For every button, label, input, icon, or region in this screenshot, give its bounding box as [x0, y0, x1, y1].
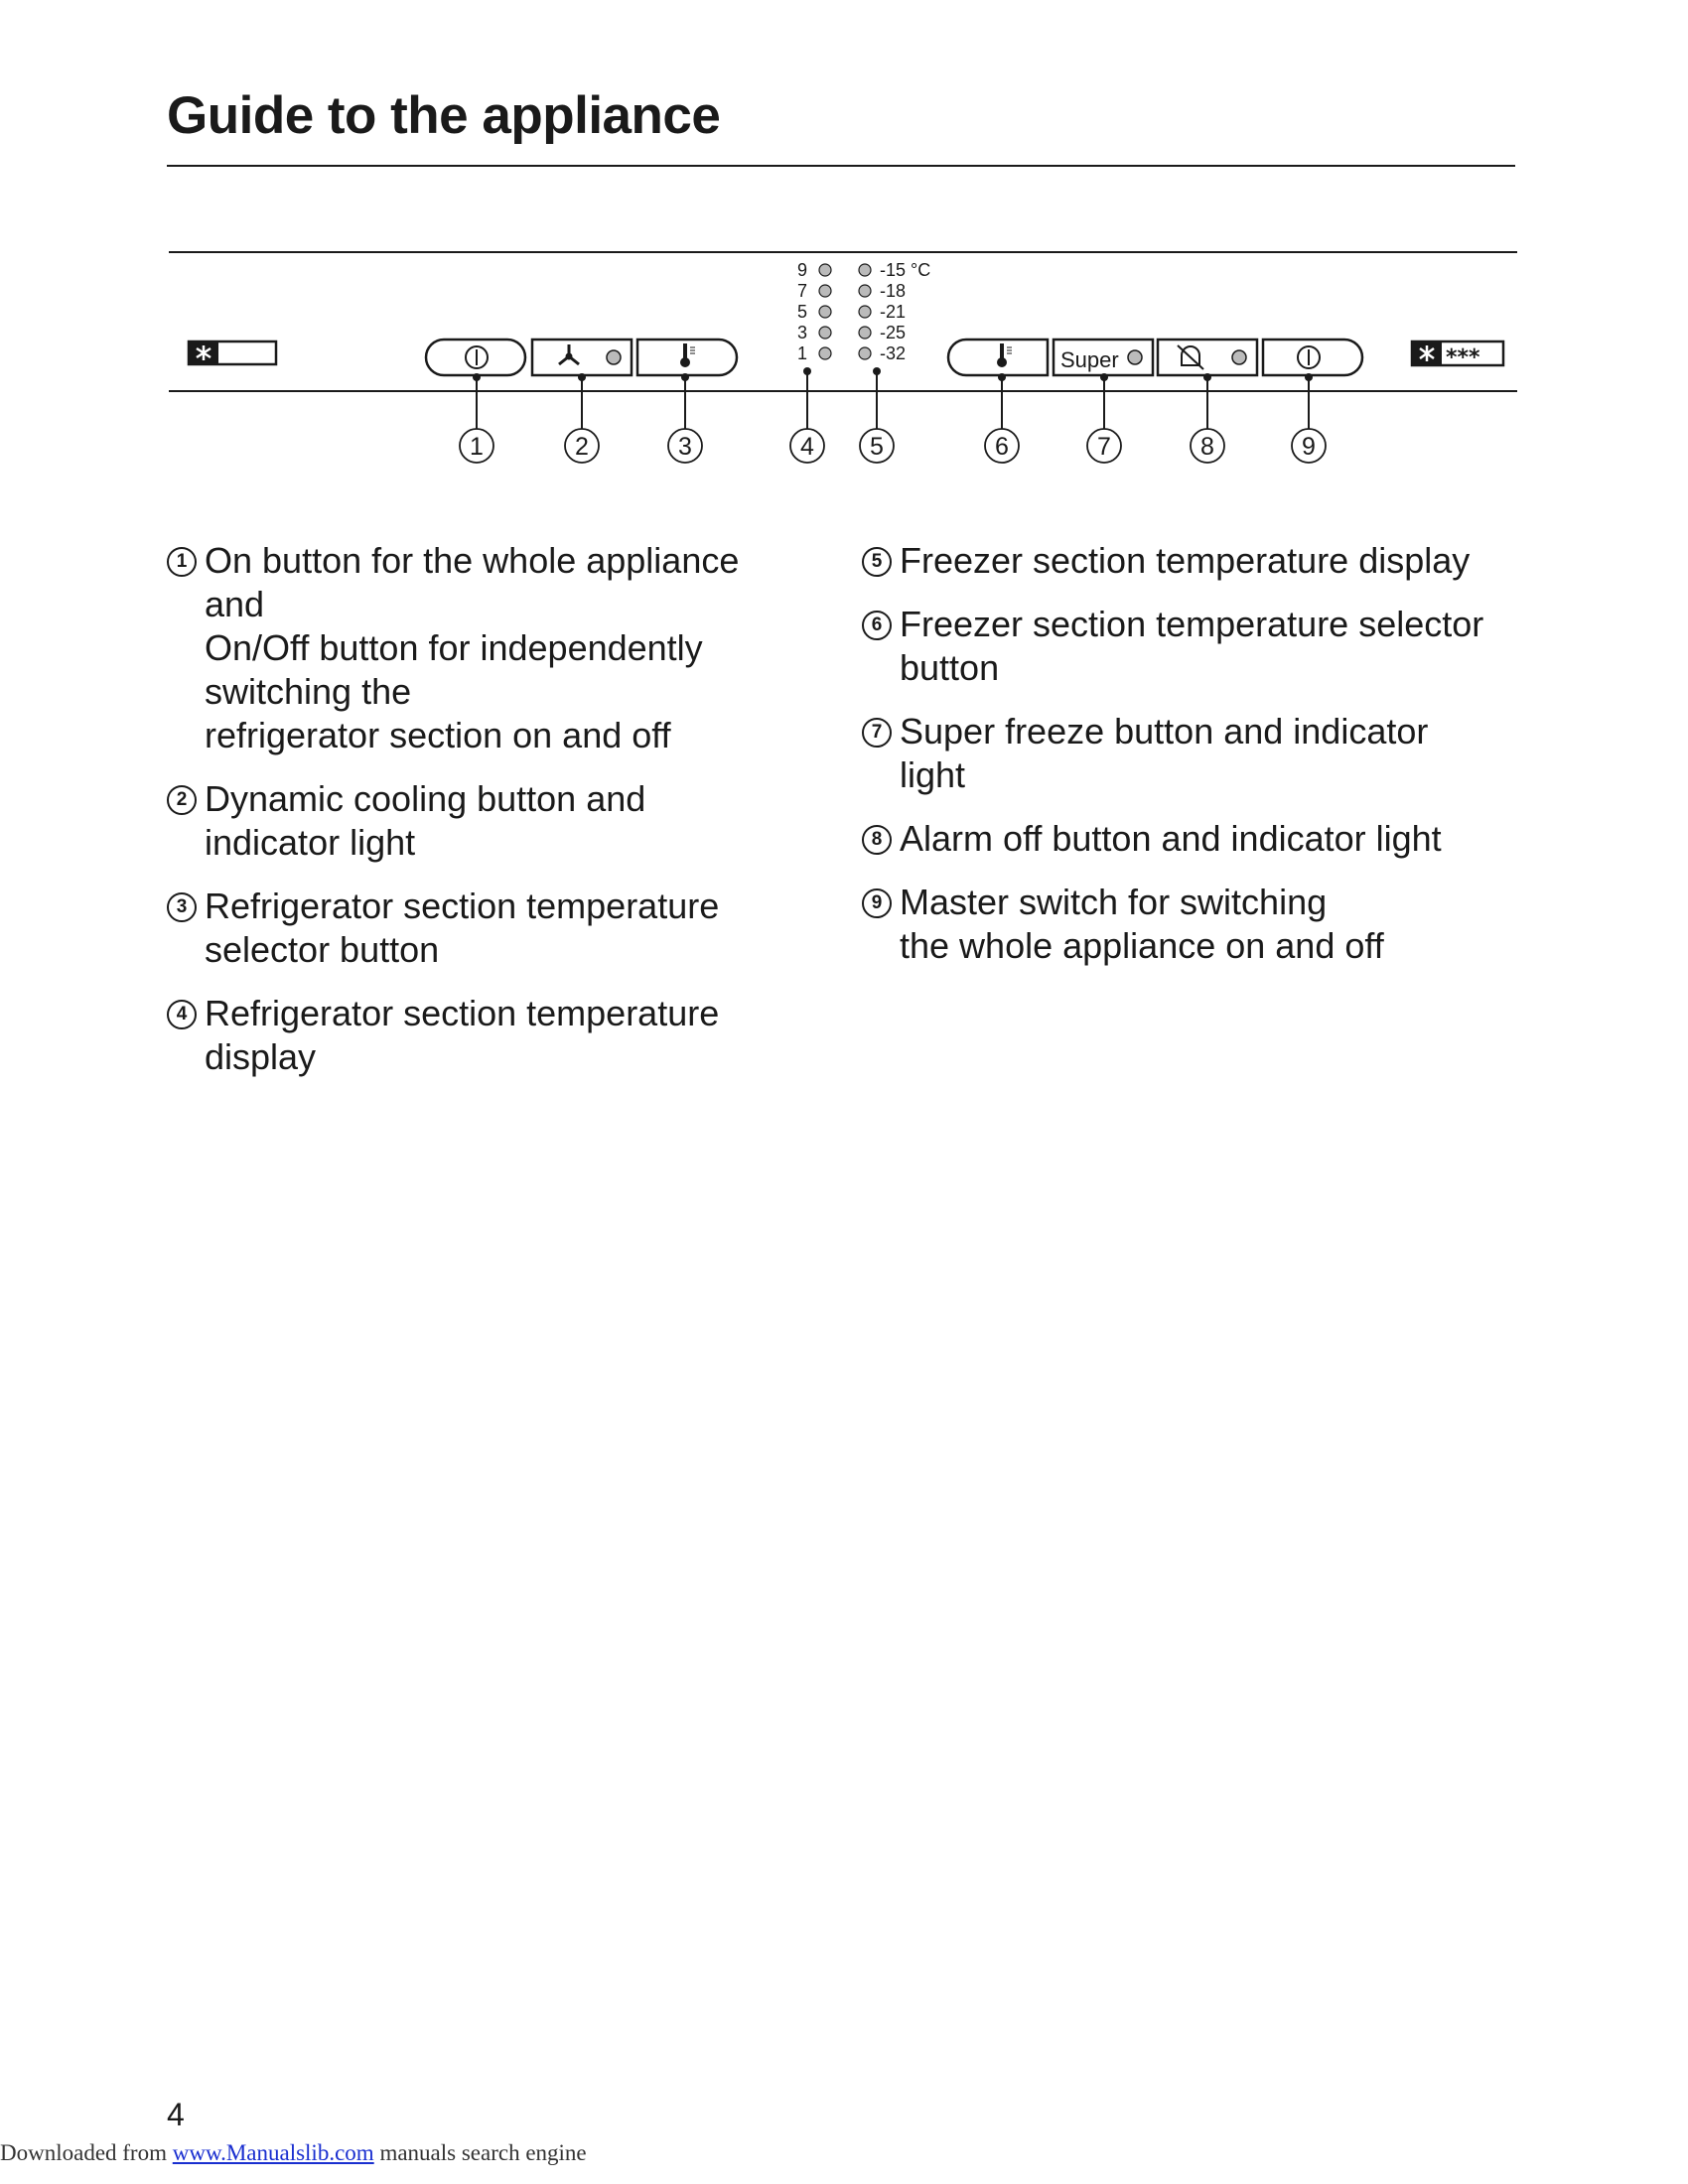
- manualslib-link[interactable]: www.Manualslib.com: [172, 2140, 374, 2165]
- control-panel-diagram: [0, 238, 1688, 486]
- callout-anchor-dot: [1203, 373, 1211, 381]
- description-line: switching the: [205, 671, 412, 712]
- description-line: and: [205, 584, 265, 624]
- freezer-scale-label: -32: [880, 343, 907, 363]
- snowflake-stars-icon: [1412, 341, 1503, 370]
- item-number-badge: 1: [167, 547, 197, 577]
- fridge-scale-label: 9: [796, 260, 807, 280]
- description-line: Refrigerator section temperature: [205, 886, 720, 926]
- dynamic-cooling-indicator: [607, 350, 621, 364]
- fridge-scale-led: [819, 306, 831, 318]
- fridge-temperature-button[interactable]: [637, 340, 737, 375]
- freezer-scale-label: -25: [880, 323, 907, 342]
- description-list-left: [167, 539, 822, 1099]
- description-item: [167, 539, 822, 757]
- fridge-scale-led: [819, 285, 831, 297]
- description-line: display: [205, 1036, 317, 1077]
- freezer-scale-led: [859, 285, 871, 297]
- fridge-scale-label: 1: [796, 343, 807, 363]
- callout-number: 6: [995, 433, 1009, 461]
- freezer-scale-label: -15 °C: [880, 260, 931, 280]
- description-line: Refrigerator section temperature: [205, 993, 720, 1033]
- description-line: Freezer section temperature selector: [900, 604, 1484, 644]
- fridge-scale-label: 7: [796, 281, 807, 301]
- description-item: [167, 885, 822, 972]
- item-number-badge: 6: [862, 611, 892, 640]
- description-line: Super freeze button and indicator: [900, 711, 1429, 751]
- page-title: Guide to the appliance: [167, 86, 721, 145]
- description-item: [862, 539, 1537, 583]
- description-line: Dynamic cooling button and: [205, 778, 646, 819]
- power-button-1[interactable]: [426, 340, 525, 375]
- description-item: [167, 777, 822, 865]
- item-number-badge: 7: [862, 718, 892, 748]
- description-line: selector button: [205, 929, 440, 970]
- callout-number: 1: [470, 433, 484, 461]
- callout-numbers: [460, 367, 1326, 463]
- footer-suffix: manuals search engine: [373, 2140, 587, 2165]
- item-description: [900, 603, 1483, 690]
- callout-anchor-dot: [578, 373, 586, 381]
- description-line: refrigerator section on and off: [205, 715, 671, 755]
- item-description: [205, 777, 645, 865]
- callout-number: 4: [800, 433, 814, 461]
- freezer-temperature-display: [859, 260, 930, 363]
- callout-anchor-dot: [1305, 373, 1313, 381]
- freezer-scale-led: [859, 264, 871, 276]
- freezer-temperature-button[interactable]: [948, 340, 1048, 375]
- description-line: button: [900, 647, 1000, 688]
- description-item: [862, 603, 1537, 690]
- description-line: indicator light: [205, 822, 416, 863]
- description-list-right: [862, 539, 1537, 988]
- item-number-badge: 4: [167, 1000, 197, 1029]
- freezer-scale-led: [859, 306, 871, 318]
- freezer-scale-label: -21: [880, 302, 907, 322]
- item-description: [900, 881, 1384, 968]
- callout-number: 8: [1200, 433, 1214, 461]
- title-divider: [167, 165, 1515, 167]
- alarm-indicator: [1232, 350, 1246, 364]
- item-number-badge: 5: [862, 547, 892, 577]
- callout-number: 7: [1097, 433, 1111, 461]
- footer-prefix: Downloaded from: [0, 2140, 173, 2165]
- description-line: On button for the whole appliance: [205, 540, 740, 581]
- item-number-badge: 9: [862, 888, 892, 918]
- item-description: [900, 817, 1442, 861]
- callout-anchor-dot: [473, 373, 481, 381]
- dynamic-cooling-button[interactable]: [532, 340, 632, 375]
- freezer-scale-led: [859, 327, 871, 339]
- super-label: Super: [1060, 347, 1119, 372]
- item-description: [900, 539, 1470, 583]
- snowflake-icon: [189, 341, 276, 364]
- freezer-scale-label: -18: [880, 281, 907, 301]
- fridge-scale-led: [819, 327, 831, 339]
- item-description: [205, 539, 739, 757]
- description-line: On/Off button for independently: [205, 627, 703, 668]
- description-item: [862, 881, 1537, 968]
- fridge-scale-label: 3: [796, 323, 807, 342]
- fridge-scale-led: [819, 347, 831, 359]
- callout-number: 3: [678, 433, 692, 461]
- super-freeze-indicator: [1128, 350, 1142, 364]
- callout-number: 2: [575, 433, 589, 461]
- item-number-badge: 8: [862, 825, 892, 855]
- footer: [0, 2140, 587, 2166]
- callout-anchor-dot: [1100, 373, 1108, 381]
- fridge-scale-label: 5: [796, 302, 807, 322]
- description-item: [862, 817, 1537, 861]
- description-item: [862, 710, 1537, 797]
- callout-anchor-dot: [803, 367, 811, 375]
- fridge-scale-led: [819, 264, 831, 276]
- page-number: 4: [167, 2097, 185, 2132]
- fridge-temperature-display: [797, 260, 831, 363]
- super-freeze-button[interactable]: [1054, 340, 1153, 375]
- description-line: Master switch for switching: [900, 882, 1328, 922]
- item-description: [205, 885, 719, 972]
- callout-number: 5: [870, 433, 884, 461]
- callout-anchor-dot: [873, 367, 881, 375]
- description-item: [167, 992, 822, 1079]
- freezer-stars: ***: [1446, 345, 1480, 370]
- item-number-badge: 3: [167, 892, 197, 922]
- description-line: light: [900, 754, 966, 795]
- item-number-badge: 2: [167, 785, 197, 815]
- item-description: [900, 710, 1428, 797]
- freezer-scale-led: [859, 347, 871, 359]
- alarm-off-button[interactable]: [1158, 340, 1257, 375]
- description-line: the whole appliance on and off: [900, 925, 1384, 966]
- callout-anchor-dot: [681, 373, 689, 381]
- callout-anchor-dot: [998, 373, 1006, 381]
- item-description: [205, 992, 719, 1079]
- master-switch-button[interactable]: [1263, 340, 1362, 375]
- callout-number: 9: [1302, 433, 1316, 461]
- description-line: Freezer section temperature display: [900, 540, 1471, 581]
- description-line: Alarm off button and indicator light: [900, 818, 1442, 859]
